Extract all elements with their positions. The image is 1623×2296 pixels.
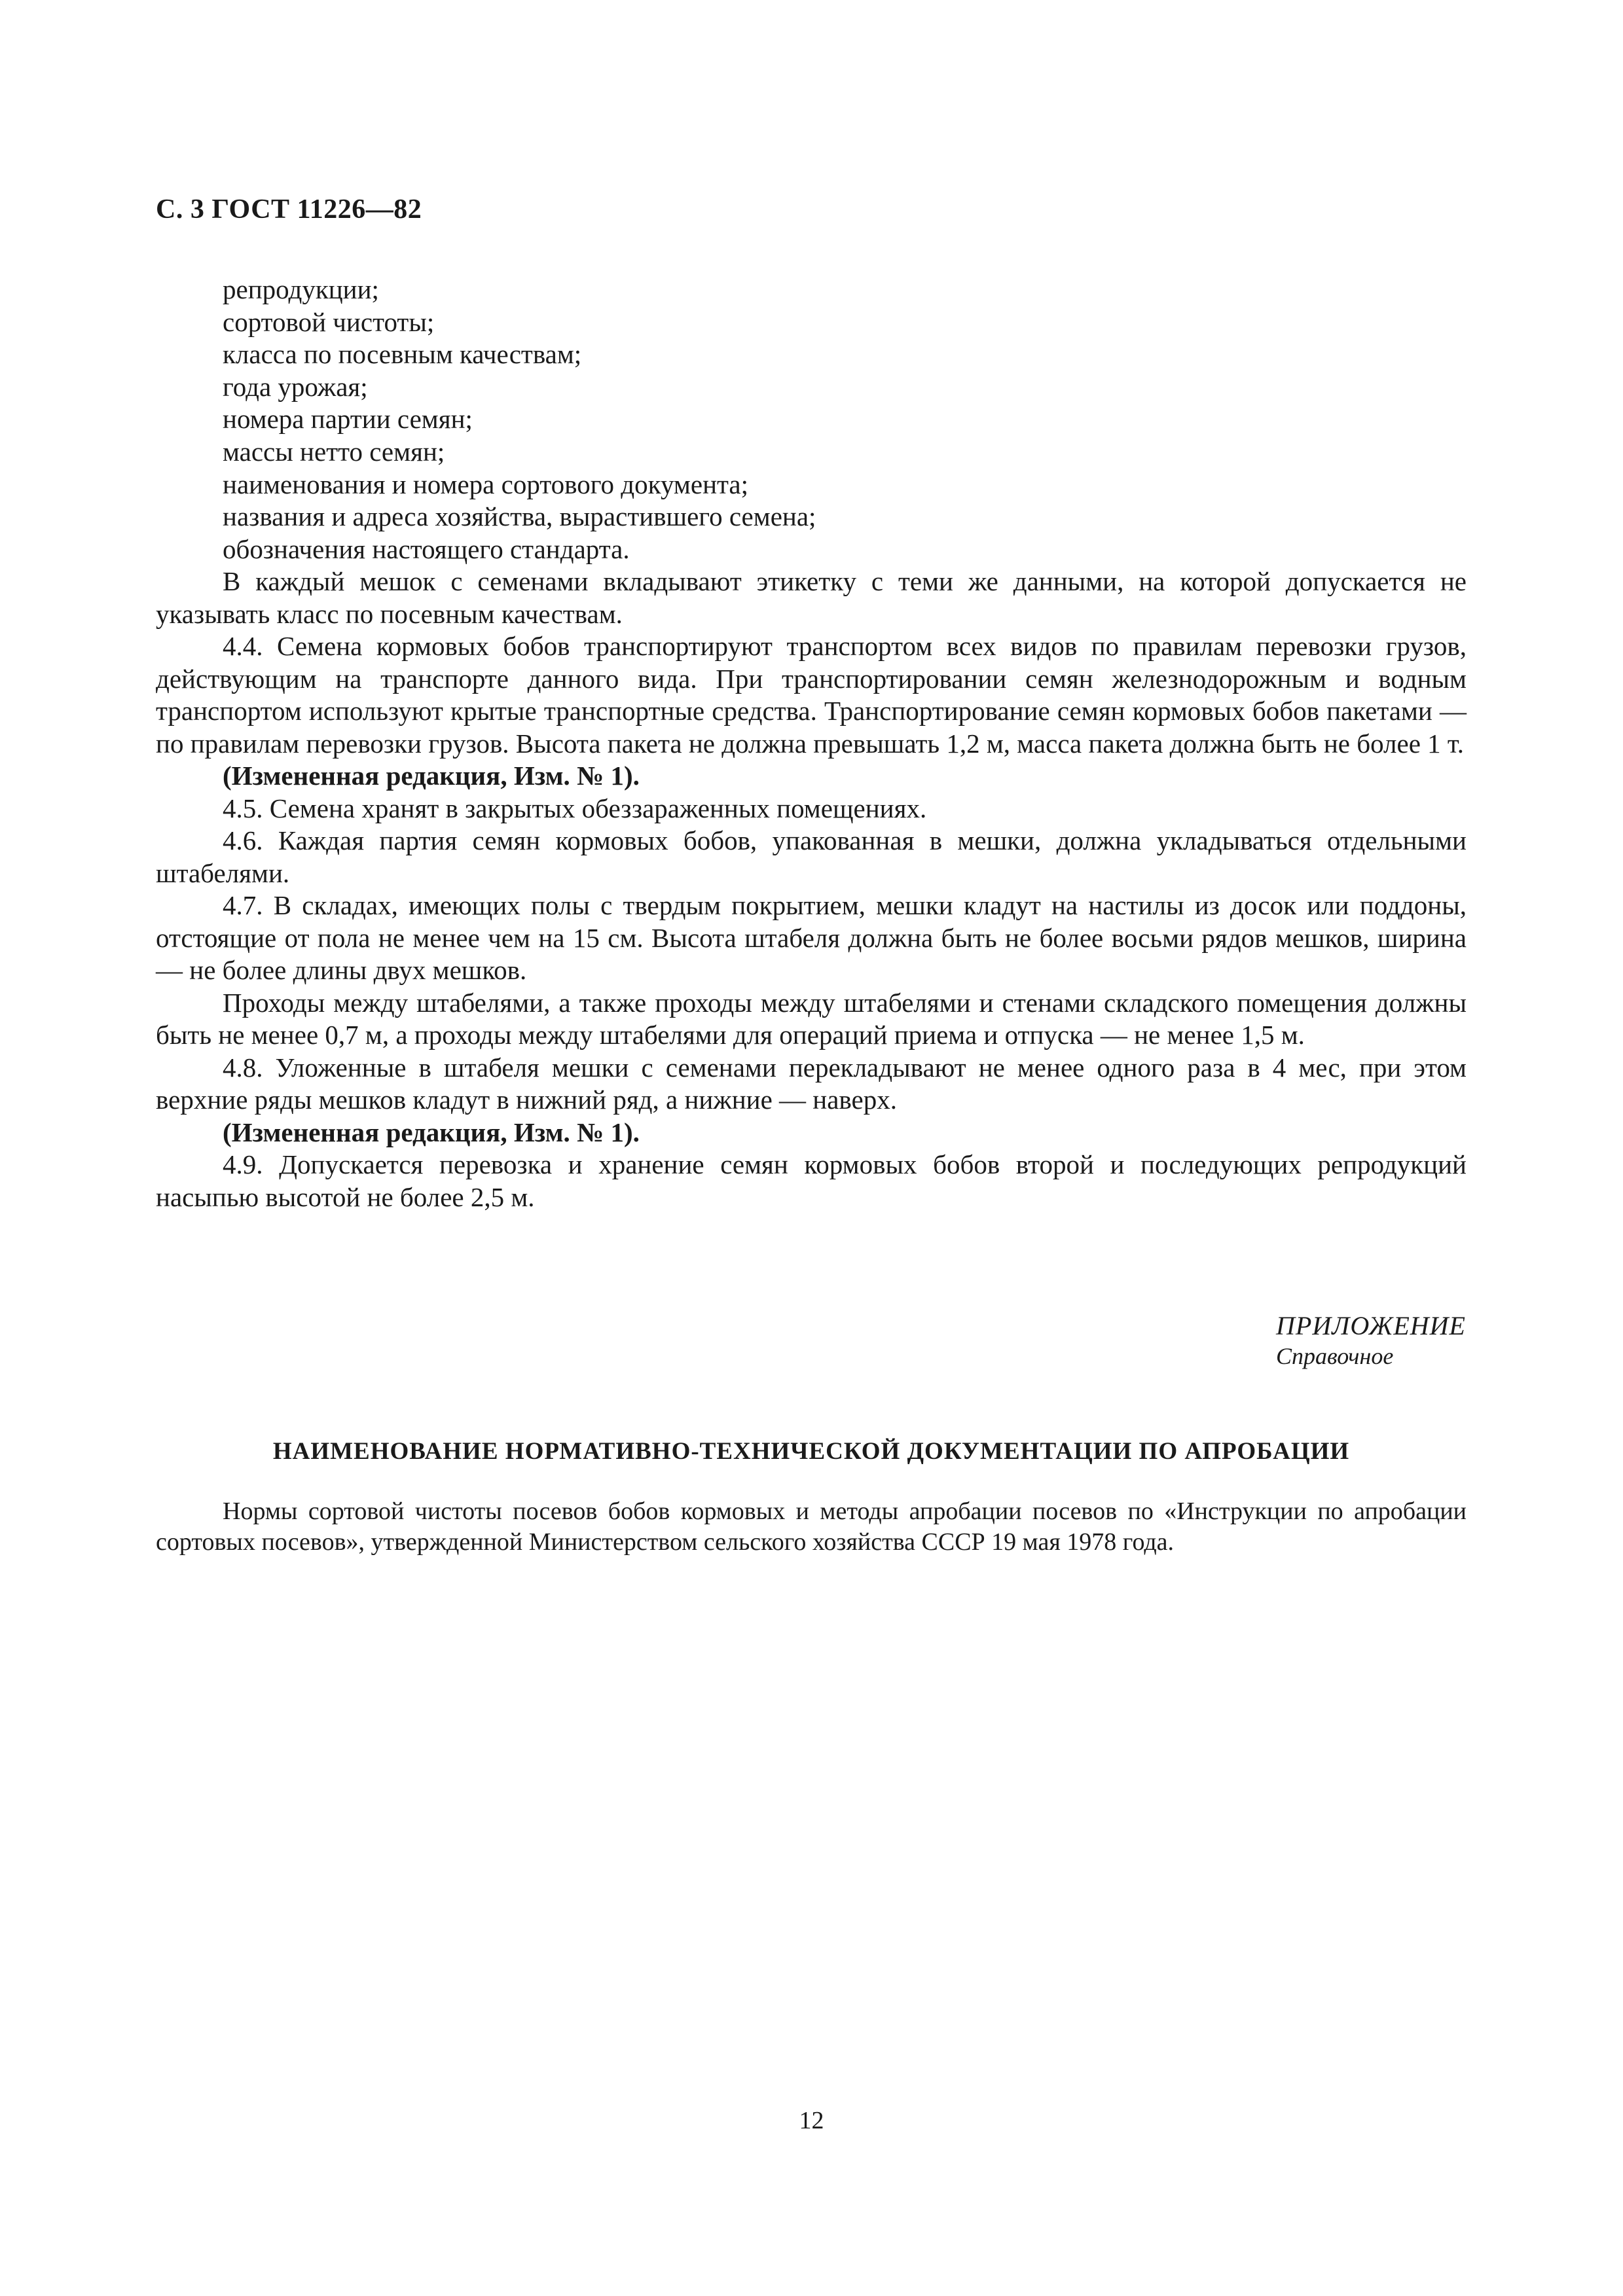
list-item: обозначения настоящего стандарта. — [223, 533, 630, 564]
page-header: С. 3 ГОСТ 11226—82 — [156, 194, 422, 224]
paragraph-4-5: 4.5. Семена хранят в закрытых обеззараженных помещениях. — [223, 793, 927, 823]
list-item: названия и адреса хозяйства, вырастившего семена; — [223, 501, 816, 532]
list-item: наименования и номера сортового документа; — [223, 469, 749, 499]
paragraph-4-8: 4.8. Уложенные в штабеля мешки с семенами перекладывают не менее одного раза в 4 мес, при этом верхние ряды мешков кладут в нижний ряд, а нижние — наверх. — [156, 1052, 1467, 1115]
paragraph-4-7: 4.7. В складах, имеющих полы с твердым покрытием, мешки кладут на настилы из досок или поддоны, отстоящие от пола не менее чем на 15 см. Высота штабеля должна быть не более восьми рядов мешков, ширина — не более длины двух мешков. — [156, 890, 1467, 985]
appendix-label — [1276, 1310, 1466, 1371]
paragraph-4-6: 4.6. Каждая партия семян кормовых бобов, упакованная в мешки, должна укладываться отдельными штабелями. — [156, 825, 1467, 888]
paragraph-4-9: 4.9. Допускается перевозка и хранение семян кормовых бобов второй и последующих репродукций насыпью высотой не более 2,5 м. — [156, 1149, 1467, 1212]
list-item: класса по посевным качествам; — [223, 339, 582, 370]
appendix-title: ПРИЛОЖЕНИЕ — [1276, 1311, 1466, 1340]
label-requirements-list — [223, 274, 1467, 565]
amendment-note: (Измененная редакция, Изм. № 1). — [223, 761, 640, 791]
paragraph-label-insert: В каждый мешок с семенами вкладывают этикетку с теми же данными, на которой допускается не указывать класс по посевным качествам. — [156, 566, 1467, 629]
appendix-subtitle: Справочное — [1276, 1343, 1394, 1369]
amendment-note: (Измененная редакция, Изм. № 1). — [223, 1117, 640, 1147]
list-item: массы нетто семян; — [223, 436, 445, 467]
section-heading: НАИМЕНОВАНИЕ НОРМАТИВНО-ТЕХНИЧЕСКОЙ ДОКУМЕНТАЦИИ ПО АПРОБАЦИИ — [272, 1438, 1350, 1465]
section-paragraph: Нормы сортовой чистоты посевов бобов кормовых и методы апробации посевов по «Инструкции по апробации сортовых посевов», утвержденной Министерством сельского хозяйства СССР 19 мая 1978 года. — [156, 1498, 1467, 1556]
main-body — [156, 565, 1467, 1213]
section-body — [156, 1496, 1467, 1558]
list-item: номера партии семян; — [223, 404, 473, 435]
paragraph-4-4: 4.4. Семена кормовых бобов транспортируют транспортом всех видов по правилам перевозки грузов, действующим на транспорте данного вида. При транспортировании семян железнодорожным и водным транспортом используют крытые транспортные средства. Транспортирование семян кормовых бобов пакетами — по правилам перевозки грузов. Высота пакета не должна превышать 1,2 м, масса пакета должна быть не более 1 т. — [156, 631, 1467, 759]
list-item: года урожая; — [223, 371, 368, 402]
page-number: 12 — [799, 2107, 824, 2134]
list-item: репродукции; — [223, 274, 379, 304]
list-item: сортовой чистоты; — [223, 306, 435, 337]
paragraph-passages: Проходы между штабелями, а также проходы между штабелями и стенами складского помещения должны быть не менее 0,7 м, а проходы между штабелями для операций приема и отпуска — не менее 1,5 м. — [156, 987, 1467, 1050]
